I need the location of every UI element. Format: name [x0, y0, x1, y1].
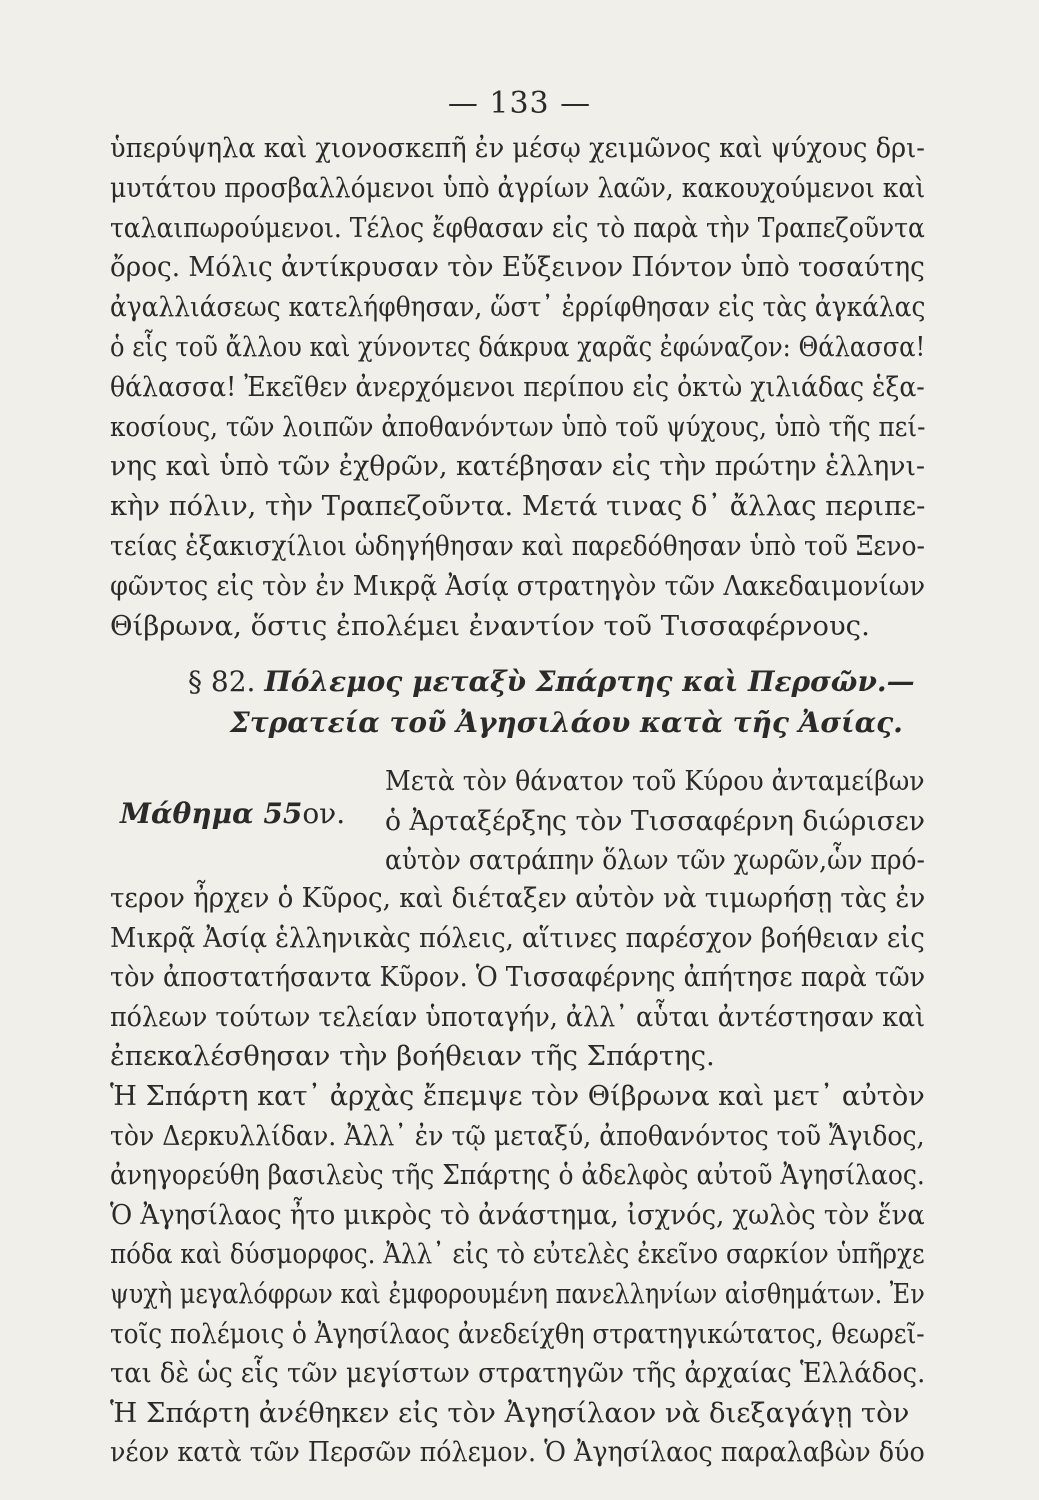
text-line: Μικρᾷ Ἀσίᾳ ἑλληνικὰς πόλεις, αἵτινες παρέσχον βοήθειαν εἰς	[110, 921, 925, 954]
text-line: θάλασσα! Ἐκεῖθεν ἀνερχόμενοι περίπου εἰς ὀκτὼ χιλιάδας ἑξα-	[110, 370, 925, 403]
text-line: Μετὰ τὸν θάνατον τοῦ Κύρου ἀνταμείβων	[385, 765, 925, 797]
text-line: τείας ἑξακισχίλιοι ὡδηγήθησαν καὶ παρεδόθησαν ὑπὸ τοῦ Ξενο-	[110, 530, 925, 562]
lesson-label: Μάθημα 55	[120, 797, 303, 830]
text-line: ταλαιπωρούμενοι. Τέλος ἔφθασαν εἰς τὸ παρὰ τὴν Τραπεζοῦντα	[110, 211, 925, 244]
text-line: Ἡ Σπάρτη ἀνέθηκεν εἰς τὸν Ἀγησίλαον νὰ διεξαγάγῃ τὸν	[110, 1396, 910, 1429]
text-line: μυτάτου προσβαλλόμενοι ὑπὸ ἀγρίων λαῶν, κακουχούμενοι καὶ	[110, 171, 926, 204]
text-line: τὸν Δερκυλλίδαν. Ἀλλ᾽ ἐν τῷ μεταξύ, ἀποθανόντος τοῦ Ἄγιδος,	[110, 1119, 925, 1152]
text-line: πόδα καὶ δύσμορφος. Ἀλλ᾽ εἰς τὸ εὐτελὲς ἐκεῖνο σαρκίον ὑπῆρχε	[110, 1238, 925, 1271]
text-line: νης καὶ ὑπὸ τῶν ἐχθρῶν, κατέβησαν εἰς τὴν πρώτην ἑλληνι-	[110, 450, 925, 483]
text-line: φῶντος εἰς τὸν ἐν Μικρᾷ Ἀσίᾳ στρατηγὸν τῶν Λακεδαιμονίων	[110, 569, 926, 602]
text-line: Ἡ Σπάρτη κατ᾽ ἀρχὰς ἔπεμψε τὸν Θίβρωνα καὶ μετ᾽ αὐτὸν	[110, 1080, 925, 1112]
text-line: ὁ Ἀρταξέρξης τὸν Τισσαφέρνη διώρισεν	[385, 804, 925, 837]
text-line: Θίβρωνα, ὅστις ἐπολέμει ἐναντίον τοῦ Τισσαφέρνους.	[110, 609, 870, 642]
text-line: ὁ εἷς τοῦ ἄλλου καὶ χύνοντες δάκρυα χαρᾶς ἐφώναζον: Θάλασσα!	[110, 331, 926, 363]
page-number: — 133 —	[447, 86, 592, 121]
lesson-marker	[120, 797, 345, 830]
text-line: ἐπεκαλέσθησαν τὴν βοήθειαν τῆς Σπάρτης.	[110, 1040, 715, 1073]
text-line: τὸν ἀποστατήσαντα Κῦρον. Ὁ Τισσαφέρνης ἀπήτησε παρὰ τῶν	[110, 961, 926, 994]
text-line: ἀγαλλιάσεως κατελήφθησαν, ὥστ᾽ ἐρρίφθησαν εἰς τὰς ἀγκάλας	[110, 291, 926, 324]
text-line: ὄρος. Μόλις ἀντίκρυσαν τὸν Εὔξεινον Πόντον ὑπὸ τοσαύτης	[110, 251, 925, 284]
text-line: τερον ἦρχεν ὁ Κῦρος, καὶ διέταξεν αὐτὸν νὰ τιμωρήσῃ τὰς ἐν	[110, 882, 926, 914]
section-title-1: Πόλεμος μεταξὺ Σπάρτης καὶ Περσῶν.—	[264, 665, 915, 698]
text-line: νέον κατὰ τῶν Περσῶν πόλεμον. Ὁ Ἀγησίλαος παραλαβὼν δύο	[110, 1436, 925, 1469]
text-line: αὐτὸν σατράπην ὅλων τῶν χωρῶν,ὧν πρό-	[385, 844, 925, 876]
section-number: § 82.	[188, 665, 256, 698]
text-line: ἀνηγορεύθη βασιλεὺς τῆς Σπάρτης ὁ ἀδελφὸς αὐτοῦ Ἀγησίλαος.	[110, 1159, 925, 1192]
lesson-suffix: ον.	[302, 797, 346, 830]
section-title-2: Στρατεία τοῦ Ἀγησιλάου κατὰ τῆς Ἀσίας.	[230, 706, 903, 739]
text-line: ται δὲ ὡς εἷς τῶν μεγίστων στρατηγῶν τῆς ἀρχαίας Ἑλλάδος.	[110, 1357, 926, 1390]
text-line: Ὁ Ἀγησίλαος ἦτο μικρὸς τὸ ἀνάστημα, ἰσχνός, χωλὸς τὸν ἕνα	[110, 1198, 925, 1231]
text-line: κὴν πόλιν, τὴν Τραπεζοῦντα. Μετά τινας δ᾽ ἄλλας περιπε-	[110, 490, 926, 523]
text-line: ὑπερύψηλα καὶ χιονοσκεπῆ ἐν μέσῳ χειμῶνος καὶ ψύχους δρι-	[110, 132, 925, 164]
text-line: κοσίους, τῶν λοιπῶν ἀποθανόντων ὑπὸ τοῦ ψύχους, ὑπὸ τῆς πεί-	[110, 410, 926, 443]
text-line: ψυχὴ μεγαλόφρων καὶ ἐμφορουμένη πανελληνίων αἰσθημάτων. Ἐν	[110, 1278, 925, 1310]
section-heading-line1	[188, 665, 915, 698]
text-line: πόλεων τούτων τελείαν ὑποταγήν, ἀλλ᾽ αὗται ἀντέστησαν καὶ	[110, 1000, 926, 1033]
text-line: τοῖς πολέμοις ὁ Ἀγησίλαος ἀνεδείχθη στρατηγικώτατος, θεωρεῖ-	[110, 1317, 925, 1350]
section-heading-line2	[230, 706, 903, 739]
